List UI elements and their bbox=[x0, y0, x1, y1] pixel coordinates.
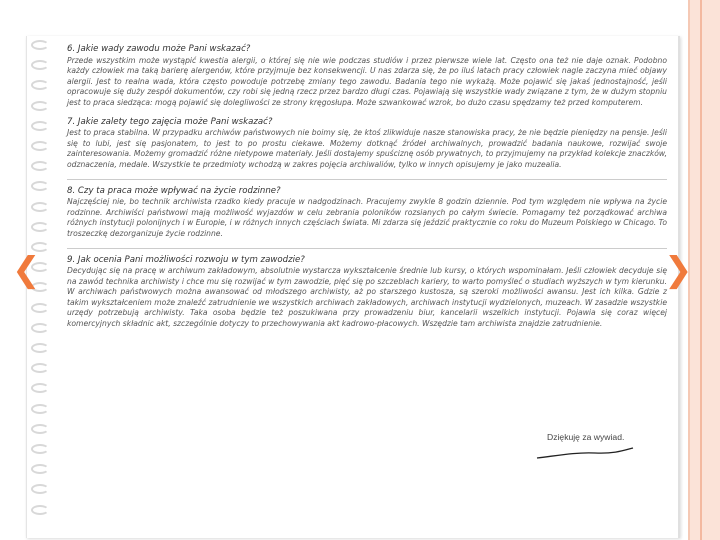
ring-decoration bbox=[31, 40, 49, 50]
answer-text: Przede wszystkim może wystąpić kwestia alergii, o której się nie wie podczas studiów i przez pierwsze wiele lat. Często ona też nie daje oznak. Podobno każdy człowiek ma taką barierę alergenów, które przyjmuje bez konsekwencji. U nas zdarza się, że po iluś latach pracy człowiek nagle zaczyna mieć objawy alergii. Jest to realna wada, która często powoduje potrzebę zmiany tego zawodu. Badania tego nie wykażą. Może pojawić się jakaś jednostajność, jeśli opracowuje się duży zespół dokumentów, czy robi się jedną rzecz przez bardzo długi czas. Pojawiają się wszystkie wady związane z tym, że w dużym stopniu jest to praca siedząca: mogą pojawić się dolegliwości ze strony kręgosłupa. Może szwankować wzrok, bo dużo czasu spędzamy też przed komputerem. bbox=[67, 55, 667, 107]
chevron-left-icon: ❮ bbox=[12, 250, 41, 290]
document-slide bbox=[26, 36, 680, 538]
ring-decoration bbox=[31, 60, 49, 70]
ring-decoration bbox=[31, 323, 49, 333]
answer-text: Jest to praca stabilna. W przypadku archiwów państwowych nie boimy się, że ktoś zlikwiduje nasze stanowiska pracy, że nie będzie pieniędzy na pensje. Jeśli się to lubi, jest się pasjonatem, to jest to po prostu ciekawe. Możemy dotknąć źródeł archiwalnych, prowadzić badania naukowe, rozwijać swoje zainteresowania. Możemy gromadzić różne nietypowe materiały. Jeśli dostajemy spuściznę osób prywatnych, to przyjmujemy na przykład kolekcje znaczków, odznaczenia, medale. Wszystkie te przedmioty wchodzą w zakres pojęcia archiwaliów, tylko w innych opisujemy je jako muzealia. bbox=[67, 128, 667, 169]
question-heading: 9. Jak ocenia Pani możliwości rozwoju w tym zawodzie? bbox=[67, 254, 305, 265]
interview-section bbox=[67, 255, 667, 330]
chevron-right-icon: ❯ bbox=[664, 250, 693, 290]
ring-decoration bbox=[31, 80, 49, 90]
ring-decoration bbox=[31, 505, 49, 515]
ring-decoration bbox=[31, 181, 49, 191]
ring-decoration bbox=[31, 363, 49, 373]
ring-decoration bbox=[31, 202, 49, 212]
interview-section bbox=[67, 186, 667, 240]
ring-decoration bbox=[31, 424, 49, 434]
ring-decoration bbox=[31, 464, 49, 474]
decorative-right-border bbox=[688, 0, 720, 540]
ring-decoration bbox=[31, 444, 49, 454]
ring-decoration bbox=[31, 404, 49, 414]
next-slide-button[interactable] bbox=[664, 250, 693, 290]
interview-section bbox=[67, 44, 667, 109]
signature-text: Dziękuję za wywiad. bbox=[547, 432, 625, 442]
divider bbox=[67, 179, 667, 180]
answer-text: Najczęściej nie, bo technik archiwista rzadko kiedy pracuje w nadgodzinach. Pracujemy zwykle 8 godzin dziennie. Pod tym względem nie wpływa na życie rodzinne. Archiwiści państwowi mają możliwość wyjazdów w celu zebrania poloników rozsianych po całym świecie. Pomagamy też porządkować archiwa różnych instytucji polonijnych i w Europie, i w różnych innych częściach świata. Mi zdarza się jeździć praktycznie co roku do Muzeum Polskiego w Chicago. To troszeczkę dezorganizuje życie rodzinne. bbox=[67, 197, 667, 238]
ring-decoration bbox=[31, 161, 49, 171]
interview-section bbox=[67, 117, 667, 171]
signature-flourish bbox=[535, 444, 635, 464]
answer-text: Decydując się na pracę w archiwum zakładowym, absolutnie wystarcza wykształcenie średnie lub kursy, o których wspominałam. Jeśli człowiek decyduje się na zawód technika archiwisty i chce mu się rozwijać w tym zawodzie, pięć się po szczeblach kariery, to warto pomyśleć o studiach wyższych w tym kierunku. W archiwach państwowych można awansować od młodszego archiwisty, aż po starszego kustosza, są szeroki możliwości awansu. Jest ich kilka. Gdzie z takim wykształceniem może znaleźć zatrudnienie we wszystkich archiwach zakładowych, archiwach instytucji wydzielonych, muzeach. W zasadzie wszystkie urzędy potrzebują archiwisty. Taka osoba będzie też poszukiwana przy prowadzeniu biur, kancelarii wszelkich instytucji. Pojawia się coraz więcej komercyjnych składnic akt, szczególnie dotyczy to przechowywania akt kadrowo-płacowych. Wszędzie tam archiwista znajdzie zatrudnienie. bbox=[67, 266, 667, 329]
question-heading: 6. Jakie wady zawodu może Pani wskazać? bbox=[67, 44, 251, 54]
question-heading: 8. Czy ta praca może wpływać na życie rodzinne? bbox=[67, 185, 281, 196]
ring-decoration bbox=[31, 343, 49, 353]
ring-decoration bbox=[31, 141, 49, 151]
ring-decoration bbox=[31, 484, 49, 494]
prev-slide-button[interactable] bbox=[12, 250, 41, 290]
divider bbox=[67, 248, 667, 249]
ring-decoration bbox=[31, 383, 49, 393]
ring-decoration bbox=[31, 222, 49, 232]
ring-decoration bbox=[31, 121, 49, 131]
ring-decoration bbox=[31, 303, 49, 313]
question-heading: 7. Jakie zalety tego zajęcia może Pani wskazać? bbox=[67, 116, 273, 127]
ring-decoration bbox=[31, 101, 49, 111]
